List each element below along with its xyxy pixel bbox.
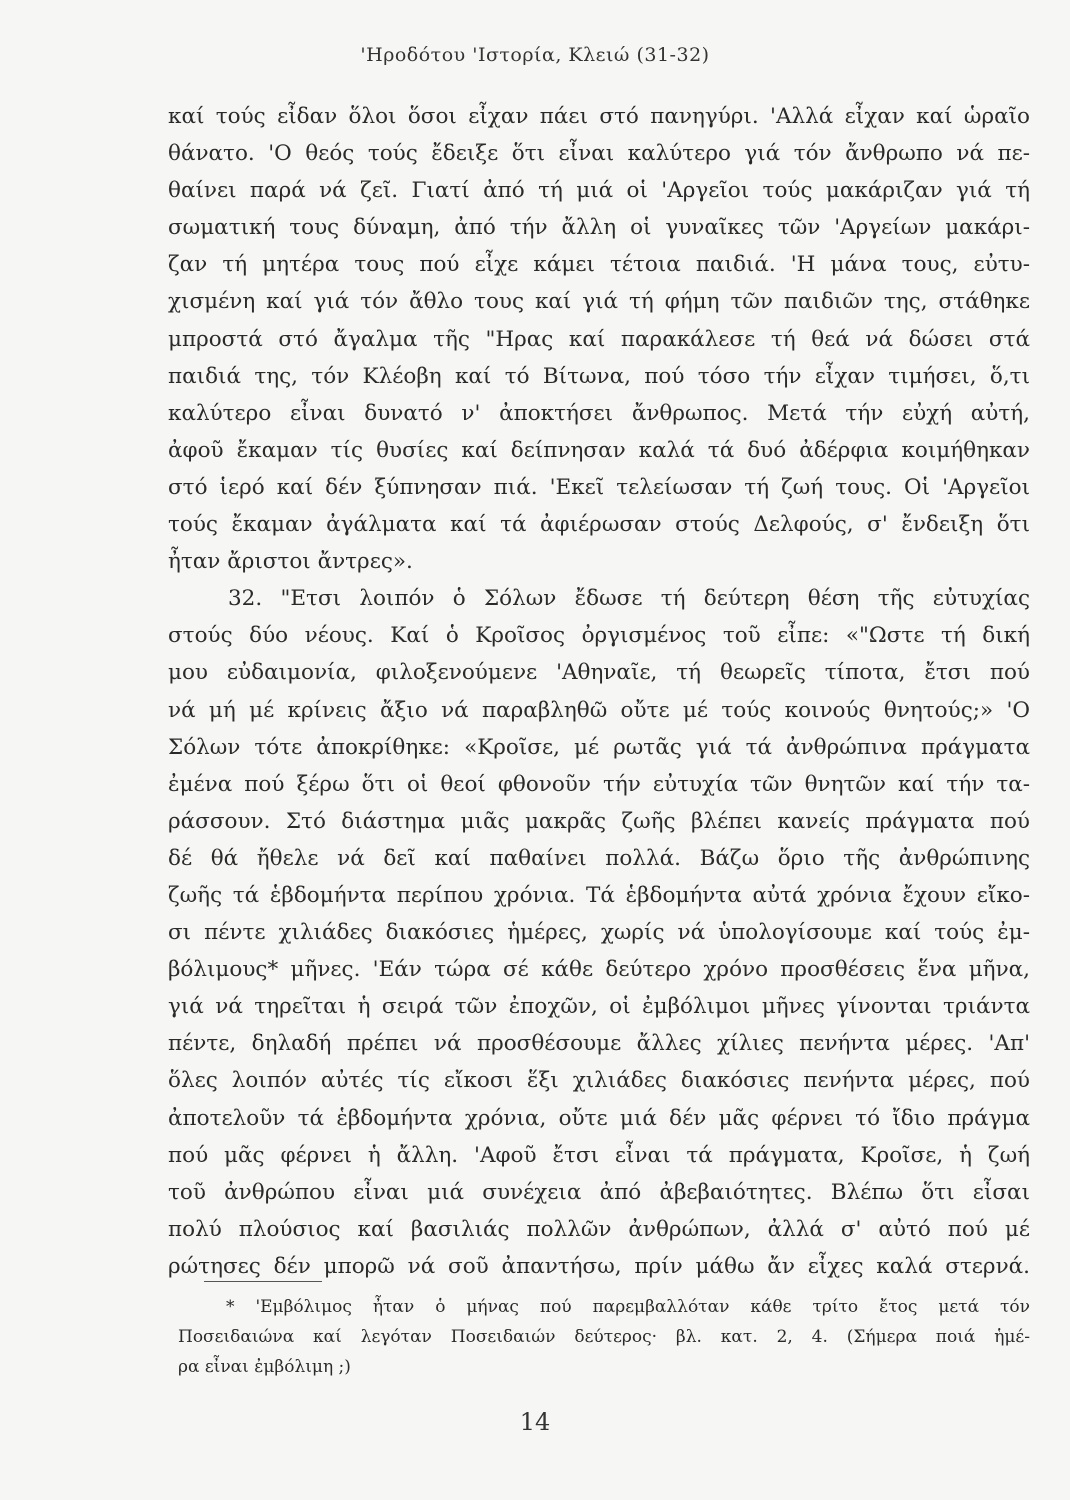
text-line: μπροστά στό ἄγαλμα τῆς "Ηρας καί παρακάλεσε τή θεά νά δώσει στά [168,326,1030,352]
text-line: καί τούς εἶδαν ὅλοι ὅσοι εἶχαν πάει στό πανηγύρι. 'Αλλά εἶχαν καί ὡραῖο [168,104,1030,129]
text-line: τοῦ ἀνθρώπου εἶναι μιά συνέχεια ἀπό ἀβεβαιότητες. Βλέπω ὅτι εἶσαι [168,1179,1030,1205]
running-title: 'Ηροδότου 'Ιστορία, Κλειώ (31-32) [360,44,710,66]
text-line: σι πέντε χιλιάδες διακόσιες ἡμέρες, χωρίς νά ὑπολογίσουμε καί τούς ἐμ- [168,920,1030,946]
text-line: ἀποτελοῦν τά ἑβδομήντα χρόνια, οὔτε μιά δέν μᾶς φέρνει τό ἴδιο πράγμα [168,1105,1030,1131]
text-line: δέ θά ἤθελε νά δεῖ καί παθαίνει πολλά. Βάζω ὅριο τῆς ἀνθρώπινης [168,845,1030,871]
section-32-first-line: 32. "Ετσι λοιπόν ὁ Σόλων ἔδωσε τή δεύτερη θέση τῆς εὐτυχίας [228,586,1030,612]
footnote-line: Ποσειδαιώνα καί λεγόταν Ποσειδαιών δεύτερος· βλ. κατ. 2, 4. (Σήμερα ποιά ἡμέ- [178,1327,1030,1347]
text-line: πέντε, δηλαδή πρέπει νά προσθέσουμε ἄλλες χίλιες πενήντα μέρες. 'Απ' [168,1031,1030,1057]
footnote-line: * 'Εμβόλιμος ἦταν ὁ μήνας πού παρεμβαλλόταν κάθε τρίτο ἔτος μετά τόν [226,1297,1030,1317]
footnote-line: ρα εἶναι ἐμβόλιμη ;) [178,1357,351,1377]
footnote-divider [204,1281,322,1282]
text-line: στούς δύο νέους. Καί ὁ Κροῖσος ὀργισμένος τοῦ εἶπε: «"Ωστε τή δική [168,623,1030,649]
text-line: καλύτερο εἶναι δυνατό ν' ἀποκτήσει ἄνθρωπος. Μετά τήν εὐχή αὐτή, [168,400,1030,426]
text-line: γιά νά τηρεῖται ἡ σειρά τῶν ἐποχῶν, οἱ ἐμβόλιμοι μῆνες γίνονται τριάντα [168,994,1030,1020]
text-line: τούς ἔκαμαν ἀγάλματα καί τά ἀφιέρωσαν στούς Δελφούς, σ' ἔνδειξη ὅτι [168,512,1030,538]
text-line: βόλιμους* μῆνες. 'Εάν τώρα σέ κάθε δεύτερο χρόνο προσθέσεις ἕνα μῆνα, [168,957,1030,983]
text-line: νά μή μέ κρίνεις ἄξιο νά παραβληθῶ οὔτε μέ τούς κοινούς θνητούς;» 'Ο [168,697,1030,723]
text-line: μου εὐδαιμονία, φιλοξενούμενε 'Αθηναῖε, τή θεωρεῖς τίποτα, ἔτσι πού [168,660,1030,686]
text-line: χισμένη καί γιά τόν ἄθλο τους καί γιά τή φήμη τῶν παιδιῶν της, στάθηκε [168,289,1030,315]
text-line: πού μᾶς φέρνει ἡ ἄλλη. 'Αφοῦ ἔτσι εἶναι τά πράγματα, Κροῖσε, ἡ ζωή [168,1142,1030,1168]
text-line: θάνατο. 'Ο θεός τούς ἔδειξε ὅτι εἶναι καλύτερο γιά τόν ἄνθρωπο νά πε- [168,141,1030,167]
text-line: ζωῆς τά ἑβδομήντα περίπου χρόνια. Τά ἑβδομήντα αὐτά χρόνια ἔχουν εἴκο- [168,882,1030,908]
text-line: ζαν τή μητέρα τους πού εἶχε κάμει τέτοια παιδιά. 'Η μάνα τους, εὐτυ- [168,252,1030,278]
text-line: ρώτησες δέν μπορῶ νά σοῦ ἀπαντήσω, πρίν μάθω ἄν εἶχες καλά στερνά. [168,1253,1030,1279]
page-number: 14 [519,1408,551,1436]
text-line: ράσσουν. Στό διάστημα μιᾶς μακρᾶς ζωῆς βλέπει κανείς πράγματα πού [168,808,1030,834]
text-line: ὅλες λοιπόν αὐτές τίς εἴκοσι ἕξι χιλιάδες διακόσιες πενήντα μέρες, πού [168,1068,1030,1094]
body-text [168,98,1030,1285]
text-line: ἀφοῦ ἔκαμαν τίς θυσίες καί δείπνησαν καλά τά δυό ἀδέρφια κοιμήθηκαν [168,437,1030,463]
text-line: παιδιά της, τόν Κλέοβη καί τό Βίτωνα, πού τόσο τήν εἶχαν τιμήσει, ὅ,τι [168,363,1030,389]
text-line: στό ἱερό καί δέν ξύπνησαν πιά. 'Εκεῖ τελείωσαν τή ζωή τους. Οἱ 'Αργεῖοι [168,474,1030,500]
text-line: Σόλων τότε ἀποκρίθηκε: «Κροῖσε, μέ ρωτᾶς γιά τά ἀνθρώπινα πράγματα [168,734,1030,760]
text-line: ἐμένα πού ξέρω ὅτι οἱ θεοί φθονοῦν τήν εὐτυχία τῶν θνητῶν καί τήν τα- [168,771,1030,797]
text-line: ἦταν ἄριστοι ἄντρες». [168,549,413,575]
text-line: πολύ πλούσιος καί βασιλιάς πολλῶν ἀνθρώπων, ἀλλά σ' αὐτό πού μέ [168,1216,1030,1242]
text-line: θαίνει παρά νά ζεῖ. Γιατί ἀπό τή μιά οἱ 'Αργεῖοι τούς μακάριζαν γιά τή [168,178,1030,204]
text-line: σωματική τους δύναμη, ἀπό τήν ἄλλη οἱ γυναῖκες τῶν 'Αργείων μακάρι- [168,215,1030,241]
footnote [178,1292,1030,1382]
